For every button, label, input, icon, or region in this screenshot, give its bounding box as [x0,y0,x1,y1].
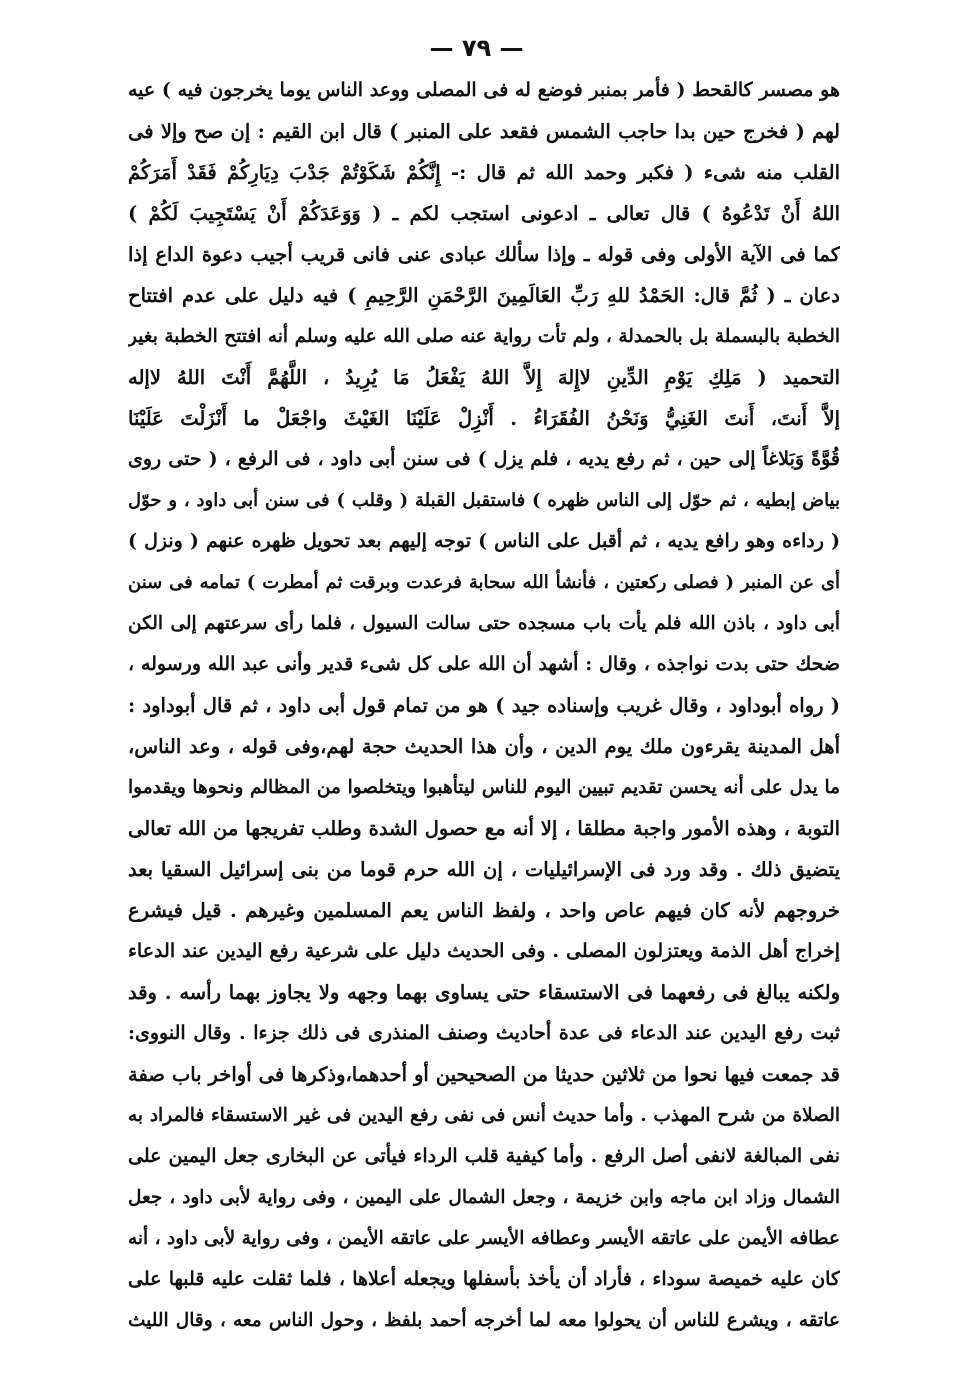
text-line: إخراج أهل الذمة ويعتزلون المصلى . وفى الحديث دليل على شرعية رفع اليدين عند الدعاء [128,940,840,962]
text-line: الخطبة بالبسملة بل بالحمدلة ، ولم تأت رواية عنه صلى الله عليه وسلم أنه افتتح الخطبة بغير [128,326,840,347]
text-line: التوبة ، وهذه الأمور واجبة مطلقا ، إلا أنه مع حصول الشدة وطلب تفريجها من الله تعالى [128,817,840,840]
body-text [128,70,840,1341]
text-line: نفى المبالغة لانفى أصل الرفع . وأما كيفية قلب الرداء فيأتى عن البخارى جعل اليمين على [128,1145,840,1167]
text-line: قد جمعت فيها نحوا من ثلاثين حديثا من الصحيحين أو أحدهما،وذكرها فى أواخر باب صفة [128,1063,840,1086]
text-line: قُوَّةً وَبَلاغاً إلى حين ، ثم رفع يديه ، فلم يزل ) فى سنن أبى داود ، فى الرفع ، ( حتى روى [128,448,840,470]
text-line: كان عليه خميصة سوداء ، فأراد أن يأخذ بأسفلها ويجعله أعلاها ، فلما ثقلت عليه قلبها على [128,1268,840,1290]
text-line: ما يدل على أنه يحسن تقديم تبيين اليوم للناس ليتأهبوا ويتخلصوا من المظالم ونحوها ويقدموا [128,777,840,798]
text-line: ( رواه أبوداود ، وقال غريب وإسناده جيد ) هو من تمام قول أبى داود ، ثم قال أبوداود : [128,694,840,717]
text-line: دعان ـ ( ثُمَّ قال: الحَمْدُ للهِ رَبِّ العَالَمِينَ الرَّحْمَنِ الرَّحِيمِ ) فيه دليل على عدم افتتاح [128,284,840,307]
text-line: إلاَّ أَنتَ، أَنتَ الغَنِيُّ وَنَحْنُ الفُقَرَاءُ . أَنْزِلْ عَلَيْنَا الغَيْثَ واجْعَلْ ما أَنْزَلْتَ عَلَيْنَا [128,407,840,430]
text-line: أبى داود ، باذن الله فلم يأت باب مسجده حتى سالت السيول ، فلما رأى سرعتهم إلى الكن [128,613,840,634]
text-line: بياض إبطيه ، ثم حوّل إلى الناس ظهره ) فاستقبل القبلة ( وقلب ) فى سنن أبى داود ، و حوّل [128,490,840,511]
text-line: هو مصسر كالقحط ( فأمر بمنبر فوضع له فى المصلى ووعد الناس يوما يخرجون فيه ) عيه [128,79,840,101]
text-line: عطافه الأيمن على عاتقه الأيسر وعطافه الأيسر على عاتقه الأيمن ، وفى رواية لأبى داود ، أنه [128,1228,840,1249]
text-line: أهل المدينة يقرءون ملك يوم الدين ، وأن هذا الحديث حجة لهم،وفى قوله ، وعد الناس، [128,735,840,758]
text-line: الشمال وزاد ابن ماجه وابن خزيمة ، وجعل الشمال على اليمين ، وفى رواية لأبى داود ، جعل [128,1187,840,1208]
text-line: ضحك حتى بدت نواجذه ، وقال : أشهد أن الله على كل شىء قدير وأنى عبد الله ورسوله ، [128,653,840,675]
text-line: ثبت رفع اليدين عند الدعاء فى عدة أحاديث وصنف المنذرى فى ذلك جزءا . وقال النووى: [128,1022,840,1044]
page-number: — ٧٩ — [429,34,524,62]
text-line: يتضيق ذلك . وقد ورد فى الإسرائيليات ، إن الله حرم قوما من بنى إسرائيل السقيا بعد [128,858,840,881]
text-line: القلب منه شىء ( فكبر وحمد الله ثم قال :- إِنَّكُمْ شَكَوْتُمْ جَدْبَ دِيَارِكُمْ فَقَدْ أَمَرَكُمْ [128,161,840,184]
text-line: كما فى الآية الأولى وفى قوله ـ وإذا سألك عبادى عنى فانى قريب أجيب دعوة الداع إذا [128,243,840,266]
text-line: التحميد ( مَلِكِ يَوْمِ الدِّينِ لاإِلهَ إِلاَّ اللهُ يَفْعَلُ مَا يُرِيدُ ، اللَّهُمَّ أَنْتَ اللهُ لاإله [128,366,840,389]
text-line: لهم ( فخرج حين بدا حاجب الشمس فقعد على المنبر ) قال ابن القيم : إن صح وإلا فى [128,120,840,143]
text-line: عاتقه ، ويشرع للناس أن يحولوا معه لما أخرجه أحمد بلفظ ، وحول الناس معه ، وقال الليث [128,1310,840,1331]
text-line: اللهُ أَنْ تَدْعُوهُ ) قال تعالى ـ ادعونى استجب لكم ـ ( وَوَعَدَكُمْ أَنْ يَسْتَجِيبَ لَكُمْ ) [128,202,840,225]
text-line: ( رداءه وهو رافع يديه ، ثم أقبل على الناس ) توجه إليهم بعد تحويل ظهره عنهم ( ونزل ) [128,530,840,552]
text-line: ولكنه يبالغ فى رفعهما فى الاستسقاء حتى يساوى بهما وجهه ولا يجاوز بهما رأسه . وقد [128,981,840,1004]
text-line: خروجهم لأنه كان فيهم عاص واحد ، ولفظ الناس يعم المسلمين وغيرهم . قيل فيشرع [128,899,840,922]
text-line: أى عن المنبر ( فصلى ركعتين ، فأنشأ الله سحابة فرعدت وبرقت ثم أمطرت ) تمامه فى سنن [128,572,840,593]
text-line: الصلاة من شرح المهذب . وأما حديث أنس فى نفى رفع اليدين فى غير الاستسقاء فالمراد به [128,1105,840,1126]
